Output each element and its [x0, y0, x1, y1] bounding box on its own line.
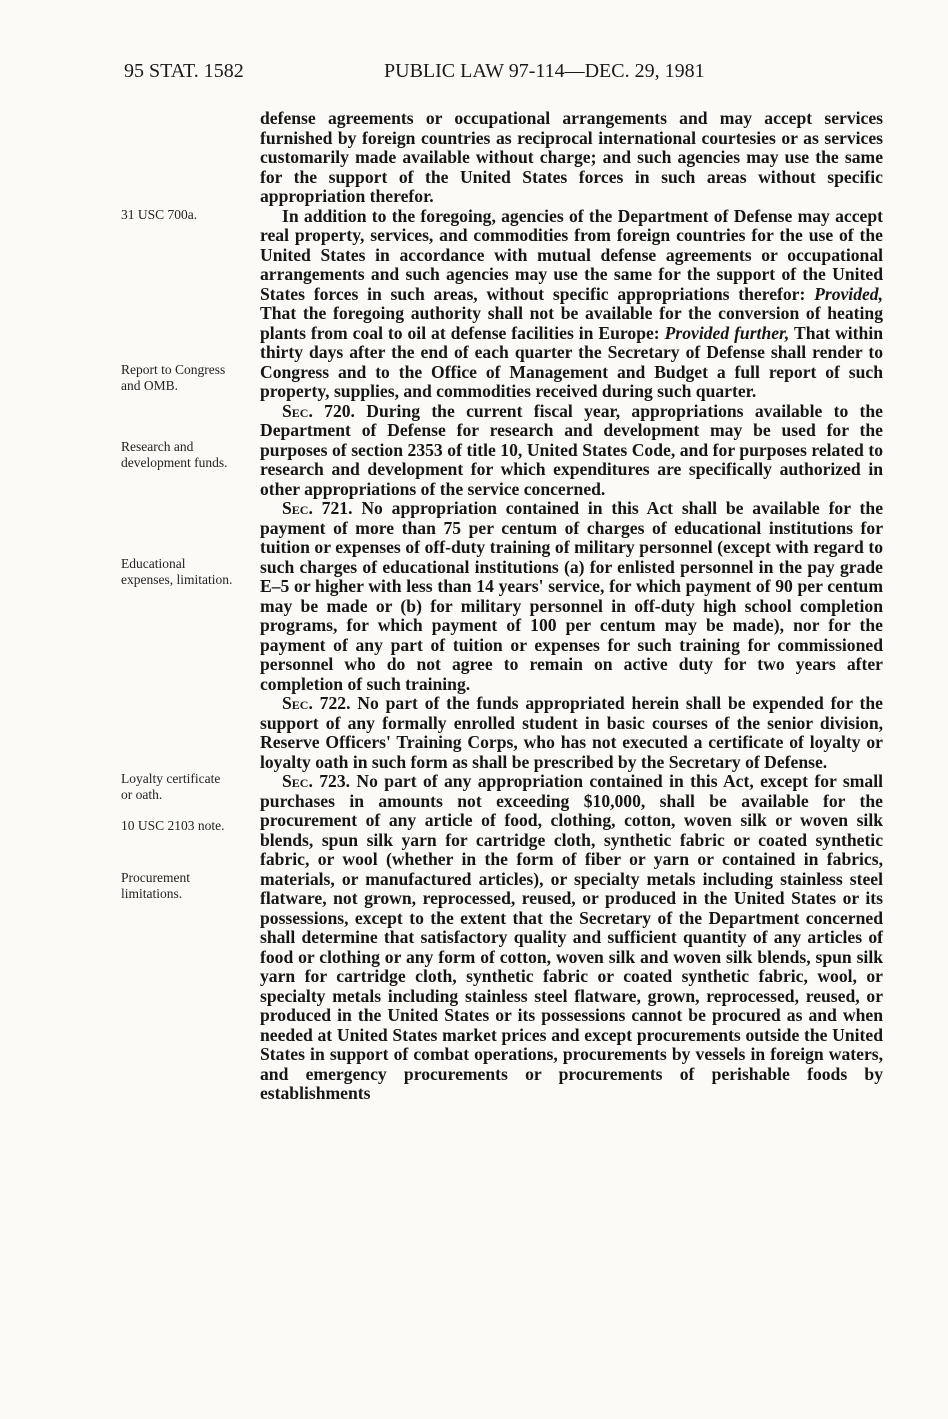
margin-note-usc-2103: 10 USC 2103 note.	[121, 818, 225, 833]
section-text: During the current fiscal year, appropriations available to the Department of Defense for research and development may be used for the purposes of section 2353 of title 10, United States Code, and for purposes related to research and development for which expenditures are specifically authorized in other appropriations of the service concerned.	[260, 400, 883, 499]
statute-page-number: 95 STAT. 1582	[124, 60, 244, 82]
section-720	[260, 402, 883, 500]
margin-note-report: Report to Congress and OMB.	[121, 362, 226, 393]
section-722	[260, 694, 883, 772]
section-723	[260, 772, 883, 1104]
margin-note-procurement: Procurement limitations.	[121, 870, 190, 901]
statute-body	[260, 109, 883, 1104]
margin-note-research: Research and development funds.	[121, 439, 228, 470]
provided-clause: Provided,	[814, 283, 883, 304]
margin-note-educational: Educational expenses, limitation.	[121, 556, 233, 587]
section-text: No part of any appropriation contained in this Act, except for small purchases in amounts not exceeding $10,000, shall be available for the procurement of any article of food, clothing, cotton, woven silk or woven silk blends, spun silk yarn for cartridge cloth, synthetic fabric or coated synthetic fabric, or wool (whether in the form of fiber or yarn or contained in fabrics, materials, or manufactured articles), or specialty metals including stainless steel flatware, not grown, reprocessed, reused, or produced in the United States or its possessions, except to the extent that the Secretary of the Department concerned shall determine that satisfactory quality and sufficient quantity of any articles of food or clothing or any form of cotton, woven silk and woven silk blends, spun silk yarn for cartridge cloth, synthetic fabric or coated synthetic fabric, wool, or specialty metals including stainless steel flatware, grown, reprocessed, reused, or produced in the United States or its possessions cannot be procured as and when needed at United States market prices and except procurements outside the United States in support of combat operations, procurements by vessels in foreign waters, and emergency procurements or procurements of perishable foods by establishments	[260, 771, 883, 1103]
section-text: No part of the funds appropriated herein shall be expended for the support of any formally enrolled student in basic courses of the senior division, Reserve Officers' Training Corps, who has not executed a certificate of loyalty or loyalty oath in such form as shall be prescribed by the Secretary of Defense.	[260, 693, 883, 772]
section-text: No appropriation contained in this Act shall be available for the payment of more than 75 per centum of charges of educational institutions for tuition or expenses of off-duty training of military personnel (except with regard to such charges of educational institutions (a) for enlisted personnel in the pay grade E–5 or higher with less than 14 years' service, for which payment of 90 per centum may be made or (b) for military personnel in off-duty high school completion programs, for which payment of 100 per centum may be made), nor for the payment of any part of tuition or expenses for such training for commissioned personnel who do not agree to remain on active duty for two years after completion of such training.	[260, 498, 883, 694]
section-721	[260, 499, 883, 694]
section-number: Sec. 720.	[282, 400, 355, 421]
provided-further-clause: Provided further,	[664, 322, 790, 343]
page-header	[124, 60, 884, 86]
section-number: Sec. 723.	[282, 771, 351, 791]
margin-note-usc-700a: 31 USC 700a.	[121, 207, 198, 222]
paragraph-continuation: defense agreements or occupational arrangements and may accept services furnished by foreign countries as reciprocal international courtesies or as services customarily made available without charge; and such agencies may use the same for the support of the United States forces in such areas without specific appropriation therefor.	[260, 108, 883, 206]
paragraph-text: That the foregoing authority shall not be available for the conversion of heating plants from coal to oil at defense facilities in Europe:	[260, 303, 883, 343]
section-number: Sec. 721.	[282, 498, 353, 518]
paragraph-foreign-property	[260, 207, 883, 402]
paragraph-text: In addition to the foregoing, agencies of the Department of Defense may accept real property, services, and commodities from foreign countries for the use of the United States in accordance with mutual defense agreements or occupational arrangements and such agencies may use the same for the support of the United States forces in such areas, without specific appropriations therefor:	[260, 205, 883, 304]
public-law-title: PUBLIC LAW 97-114—DEC. 29, 1981	[384, 60, 705, 82]
paragraph-text: That within thirty days after the end of each quarter the Secretary of Defense shall render to Congress and to the Office of Management and Budget a full report of such property, supplies, and commodities received during such quarter.	[260, 322, 883, 401]
margin-note-loyalty: Loyalty certificate or oath.	[121, 771, 221, 802]
section-number: Sec. 722.	[282, 693, 351, 713]
